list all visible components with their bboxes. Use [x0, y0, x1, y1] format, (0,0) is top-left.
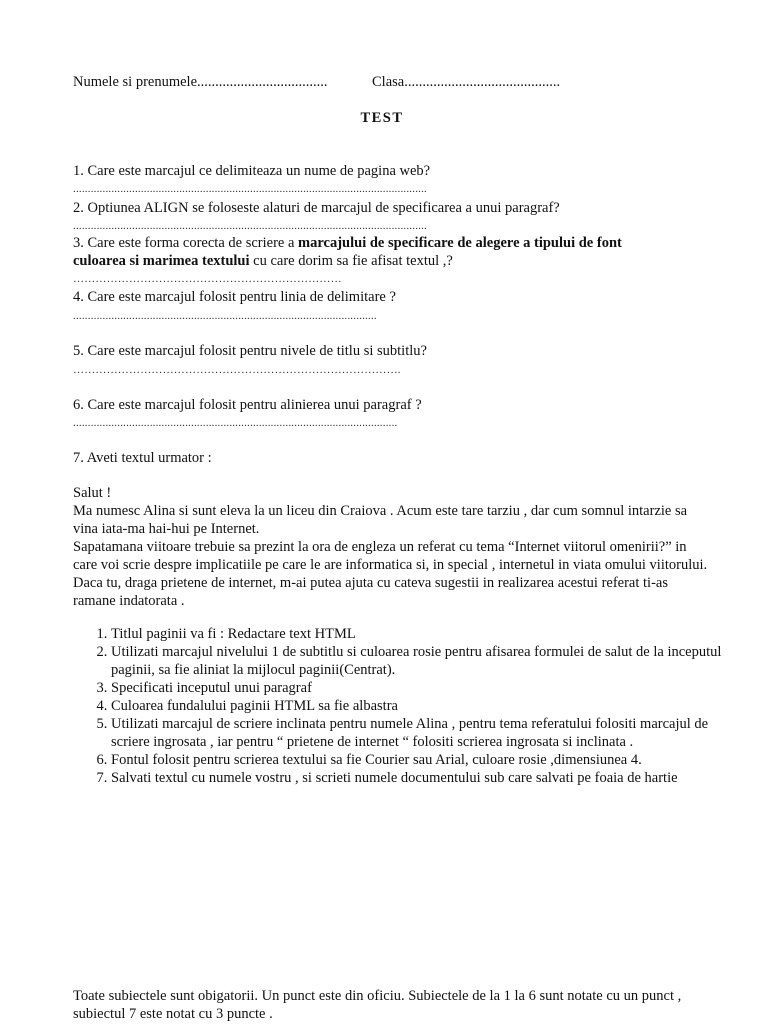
answer-line-2: ........................................................................................................................ — [73, 220, 427, 232]
task-item: 5. Utilizati marcajul de scriere inclinata pentru numele Alina , pentru tema referatului folositi marcajul de scriere ingrosata , iar pentru “ prietene de internet “ folositi scrierea ingrosata si inclinata . — [111, 715, 741, 751]
answer-line-3: ……………………………………………………………… — [73, 273, 342, 285]
task-item: 6. Fontul folosit pentru scrierea textului sa fie Courier sau Arial, culoare rosie ,dimensiunea 4. — [111, 751, 741, 769]
question-7: 7. Aveti textul urmator : — [73, 450, 212, 466]
question-3-text-b: cu care dorim sa fie afisat textul ,? — [249, 253, 453, 269]
question-3-bold: marcajului de specificare de alegere a tipului de font culoarea si marimea textului — [73, 235, 622, 269]
grading-note: Toate subiectele sunt obigatorii. Un punct este din oficiu. Subiectele de la 1 la 6 sunt notate cu un punct , subiectul 7 este notat cu 3 puncte . — [73, 988, 682, 1022]
story-text — [73, 484, 713, 610]
answer-line-6: .............................................................................................................. — [73, 417, 398, 429]
question-5: 5. Care este marcajul folosit pentru nivele de titlu si subtitlu? — [73, 343, 427, 359]
task-item: 7. Salvati textul cu numele vostru , si scrieti numele documentului sub care salvati pe foaia de hartie — [111, 769, 741, 787]
story-paragraph-1: Ma numesc Alina si sunt eleva la un liceu din Craiova . Acum este tare tarziu , dar cum somnul intarzie sa vina iata-ma hai-hui pe Internet. — [73, 503, 688, 537]
question-3-text-a: 3. Care este forma corecta de scriere a — [73, 235, 299, 251]
story-greeting: Salut ! — [73, 485, 112, 501]
task-item: 3. Specificati inceputul unui paragraf — [111, 679, 741, 697]
story-paragraph-3: Daca tu, draga prietene de internet, m-ai putea ajuta cu cateva sugestii in realizarea acestui referat ti-as ramane indatorata . — [73, 575, 668, 609]
question-6: 6. Care este marcajul folosit pentru alinierea unui paragraf ? — [73, 397, 422, 413]
page-title: TEST — [360, 110, 404, 126]
question-2: 2. Optiunea ALIGN se foloseste alaturi de marcajul de specificarea a unui paragraf? — [73, 200, 560, 216]
question-3 — [73, 234, 673, 270]
task-item: 2. Utilizati marcajul nivelului 1 de subtitlu si culoarea rosie pentru afisarea formulei de salut de la inceputul paginii, sa fie aliniat la mijlocul paginii(Centrat). — [111, 643, 741, 679]
answer-line-5: ……………………………………………………………………………. — [73, 364, 401, 376]
question-1: 1. Care este marcajul ce delimiteaza un nume de pagina web? — [73, 163, 431, 179]
question-4: 4. Care este marcajul folosit pentru linia de delimitare ? — [73, 289, 396, 305]
answer-line-1: ........................................................................................................................ — [73, 183, 427, 195]
task-list — [73, 625, 741, 787]
task-item: 1. Titlul paginii va fi : Redactare text HTML — [111, 625, 741, 643]
class-label: Clasa........................................... — [372, 74, 561, 90]
name-label: Numele si prenumele.................................... — [73, 74, 328, 90]
student-name-field — [73, 73, 328, 91]
task-item: 4. Culoarea fundalului paginii HTML sa fie albastra — [111, 697, 741, 715]
story-paragraph-2: Sapatamana viitoare trebuie sa prezint la ora de engleza un referat cu tema “Internet viitorul omenirii?” in care voi scrie despre implicatiile pe care le are informatica si, in special , internetul in viata omului viitorului. — [73, 539, 708, 573]
answer-line-4: ....................................................................................................... — [73, 310, 377, 322]
class-field — [372, 73, 560, 91]
